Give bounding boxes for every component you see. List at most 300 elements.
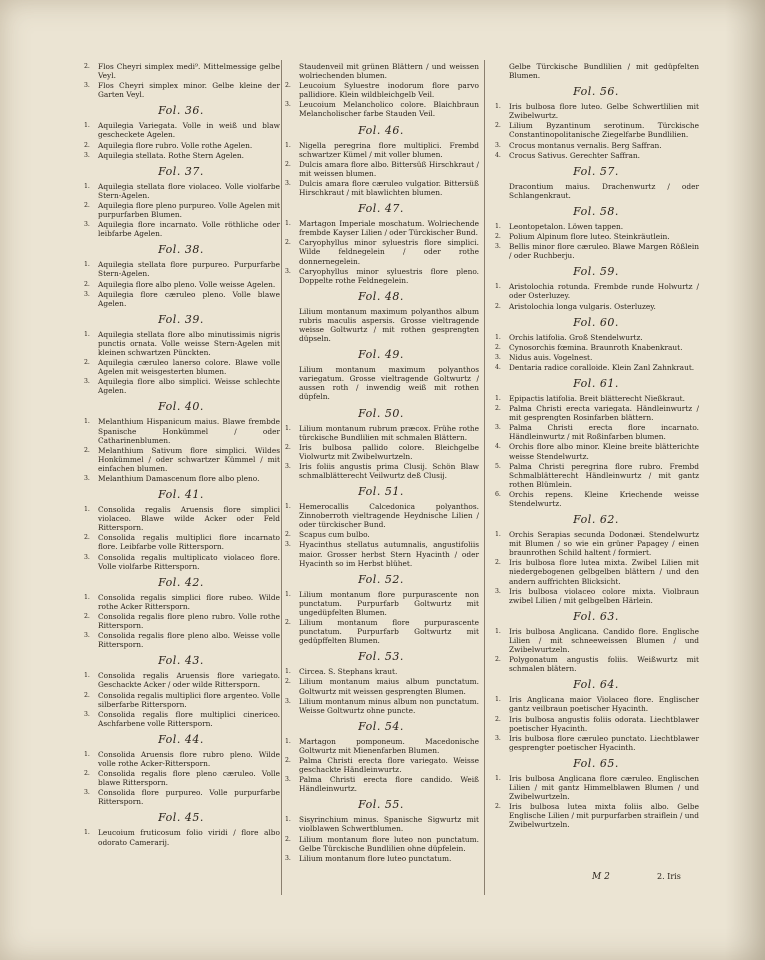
entry-text: Crocus Sativus. Gerechter Saffran. bbox=[509, 150, 640, 160]
entry-number: 1. bbox=[285, 424, 291, 432]
entry-number: 1. bbox=[495, 283, 501, 291]
entry-text: Consolida regalis flore pleno cæruleo. Volle blawe Rittersporn. bbox=[98, 769, 280, 788]
plant-entry bbox=[82, 474, 280, 483]
entry-number: 2. bbox=[84, 280, 90, 288]
plant-entry bbox=[283, 530, 479, 539]
plant-entry bbox=[82, 593, 280, 611]
plant-entry bbox=[493, 734, 699, 752]
plant-entry bbox=[82, 691, 280, 709]
entry-number: 2. bbox=[285, 619, 291, 627]
column-left bbox=[82, 62, 280, 848]
plant-entry bbox=[493, 222, 699, 231]
entry-number: 1. bbox=[495, 531, 501, 539]
entry-number: 2. bbox=[285, 239, 291, 247]
plant-entry bbox=[283, 443, 479, 461]
plant-entry bbox=[493, 490, 699, 508]
entry-number: 1. bbox=[495, 696, 501, 704]
entry-text: Polium Alpinum flore luteo. Steinkräutlein. bbox=[509, 232, 670, 242]
entry-text: Nidus auis. Vogelnest. bbox=[509, 352, 593, 362]
entry-number: 1. bbox=[495, 627, 501, 635]
entry-number: 3. bbox=[285, 697, 291, 705]
entry-number: 3. bbox=[84, 632, 90, 640]
entry-text: Palma Christi peregrina flore rubro. Frembd Schmalblätterecht Händleinwurtz / mit gantz rothen Blümlein. bbox=[509, 461, 699, 489]
plant-entry bbox=[493, 695, 699, 713]
plant-entry bbox=[493, 302, 699, 311]
entry-text: Consolida regalis Aruensis flore simplici violaceo. Blawe wilde Acker oder Feld Rittersporn. bbox=[98, 505, 280, 533]
entry-number: 2. bbox=[495, 302, 501, 310]
entry-text: Leontopetalon. Löwen tappen. bbox=[509, 221, 624, 231]
plant-entry bbox=[283, 62, 479, 80]
entry-text: Consolida regalis Aruensis flore variegato. Geschackte Acker / oder wilde Rittersporn. bbox=[98, 671, 280, 690]
plant-entry bbox=[82, 446, 280, 473]
entry-text: Melanthium Sativum flore simplici. Wildes Honkümmel / oder schwartzer Kümmel / mit einfachen blumen. bbox=[98, 445, 280, 473]
plant-entry bbox=[82, 505, 280, 532]
entry-number: 3. bbox=[495, 734, 501, 742]
plant-entry bbox=[283, 160, 479, 178]
entry-text: Leucoium fruticosum folio viridi / flore albo odorato Camerarij. bbox=[98, 828, 280, 847]
plant-entry bbox=[283, 815, 479, 833]
plant-entry bbox=[82, 121, 280, 139]
plant-entry bbox=[493, 353, 699, 362]
entry-text: Caryophyllus minor syluestris flore pleno. Doppelte rothe Feldnegelein. bbox=[299, 266, 479, 285]
entry-number: 2. bbox=[84, 691, 90, 699]
folio-heading: Fol. 62. bbox=[573, 513, 619, 527]
entry-text: Sisyrinchium minus. Spanische Sigwurtz mit violblawen Schwertblumen. bbox=[299, 815, 479, 834]
entry-text: Hemerocallis Calcedonica polyanthos. Zinnoberroth vieltragende Heydnische Lilien / oder türckischer Bund. bbox=[299, 502, 479, 530]
entry-text: Iris bulbosa flore luteo. Gelbe Schwertlilien mit Zwibelwurtz. bbox=[509, 102, 699, 121]
entry-number: 1. bbox=[84, 672, 90, 680]
entry-number: 2. bbox=[495, 559, 501, 567]
plant-entry bbox=[493, 363, 699, 372]
entry-text: Consolida regalis flore pleno rubro. Volle rothe Rittersporn. bbox=[98, 611, 280, 631]
entry-text: Lilium montanum maius album punctatum. Goltwurtz mit weissen gesprengten Blumen. bbox=[299, 677, 479, 696]
entry-text: Aquilegia stellata. Rothe Stern Agelen. bbox=[98, 150, 244, 160]
entry-text: Aquilegia flore pleno purpureo. Volle Agelen mit purpurfarben Blumen. bbox=[98, 200, 280, 220]
entry-text: Lilium montanum maximum polyanthos variegatum. Grosse vieltragende Goltwurtz / aussen roth / inwendig weiß mit rothen düpfeln. bbox=[299, 365, 479, 402]
entry-number: 2. bbox=[84, 359, 90, 367]
plant-entry bbox=[82, 417, 280, 444]
entry-number: 1. bbox=[84, 330, 90, 338]
plant-entry bbox=[82, 201, 280, 219]
entry-text: Aristolochia rotunda. Frembde runde Holwurtz / oder Osterluzey. bbox=[509, 282, 699, 301]
entry-number: 2. bbox=[495, 715, 501, 723]
entry-number: 1. bbox=[84, 750, 90, 758]
entry-text: Bellis minor flore cæruleo. Blawe Margen Rößlein / oder Ruchberju. bbox=[509, 242, 699, 261]
entry-number: 3. bbox=[285, 179, 291, 187]
folio-heading: Fol. 58. bbox=[573, 204, 619, 218]
entry-text: Iris bulbosa flore lutea mixta. Zwibel Lilien mit niedergebogenen gelbgelben blättern / und den andern auffrichten Blicksicht. bbox=[509, 558, 699, 586]
folio-heading: Fol. 46. bbox=[358, 123, 404, 137]
plant-entry bbox=[82, 553, 280, 571]
entry-text: Orchis latifolia. Groß Stendelwurtz. bbox=[509, 332, 643, 342]
entry-text: Orchis repens. Kleine Kriechende weisse Stendelwurtz. bbox=[509, 489, 699, 508]
entry-text: Aquilegia flore incarnato. Volle röthliche oder leibfarbe Agelen. bbox=[98, 220, 280, 239]
plant-entry bbox=[493, 715, 699, 733]
entry-number: 3. bbox=[495, 353, 501, 361]
plant-entry bbox=[82, 260, 280, 278]
plant-entry bbox=[493, 232, 699, 241]
entry-number: 2. bbox=[84, 612, 90, 620]
plant-entry bbox=[283, 737, 479, 755]
entry-number: 1. bbox=[285, 141, 291, 149]
entry-text: Aristolochia longa vulgaris. Osterluzey. bbox=[509, 301, 656, 311]
column-rule-1 bbox=[281, 60, 282, 895]
plant-entry bbox=[493, 121, 699, 139]
entry-number: 2. bbox=[84, 446, 90, 454]
plant-entry bbox=[493, 404, 699, 422]
entry-number: 2. bbox=[285, 756, 291, 764]
entry-number: 3. bbox=[495, 243, 501, 251]
entry-text: Flos Cheyri simplex minor. Gelbe kleine der Garten Veyl. bbox=[98, 81, 280, 100]
plant-entry bbox=[283, 179, 479, 197]
entry-number: 1. bbox=[84, 261, 90, 269]
entry-number: 3. bbox=[285, 776, 291, 784]
entry-text: Iris bulbosa Anglicana. Candido flore. Englische Lilien / mit schneeweissen Blumen / und Zwibelwurtzeln. bbox=[509, 626, 699, 655]
plant-entry bbox=[493, 774, 699, 801]
entry-text: Iris bulbosa angustis foliis odorata. Liechtblawer poetischer Hyacinth. bbox=[509, 714, 699, 733]
entry-number: 4. bbox=[495, 151, 501, 159]
entry-text: Aquilegia flore rubro. Volle rothe Agelen. bbox=[98, 140, 253, 150]
entry-text: Consolida regalis simplici flore rubeo. Wilde rothe Acker Rittersporn. bbox=[98, 592, 280, 611]
entry-text: Lilium montanum maximum polyanthos album rubris maculis aspersis. Grosse vieltragende weisse Goltwurtz / mit rothen gesprengten düpseln. bbox=[299, 306, 479, 344]
entry-text: Lilium montanum flore luteo punctatum. bbox=[299, 853, 452, 863]
entry-number: 3. bbox=[84, 221, 90, 229]
entry-text: Epipactis latifolia. Breit blätterecht Nießkraut. bbox=[509, 393, 685, 403]
entry-text: Iris Anglicana maior Violaceo flore. Englischer gantz veilbraun poetischer Hyacinth. bbox=[509, 695, 699, 714]
entry-text: Iris bulbosa lutea mixta foliis albo. Gelbe Englische Lilien / mit purpurfarben straiflein / und Zwibelwurtzeln. bbox=[509, 802, 699, 830]
entry-text: Iris bulbosa Anglicana flore cæruleo. Englischen Lilien / mit gantz Himmelblawen Blumen / und Zwibelwurtzeln. bbox=[509, 773, 699, 802]
entry-text: Dentaria radice coralloide. Klein Zanl Zahnkraut. bbox=[509, 362, 695, 372]
plant-entry bbox=[493, 242, 699, 260]
entry-text: Iris bulbosa pallido colore. Bleichgelbe Violwurtz mit Zwibelwurtzeln. bbox=[299, 442, 479, 461]
entry-number: 3. bbox=[495, 141, 501, 149]
plant-entry bbox=[82, 533, 280, 551]
plant-entry bbox=[82, 358, 280, 376]
entry-text: Lilium montanum minus album non punctatum. Weisse Goltwurtz ohne puncte. bbox=[299, 696, 479, 715]
plant-entry bbox=[283, 835, 479, 853]
plant-entry bbox=[82, 220, 280, 238]
entry-text: Scapus cum bulbo. bbox=[299, 530, 370, 540]
plant-entry bbox=[283, 424, 479, 442]
entry-number: 2. bbox=[495, 233, 501, 241]
entry-text: Aquilegia stellata flore violaceo. Volle violfarbe Stern-Agelen. bbox=[98, 181, 280, 200]
entry-text: Melanthium Hispanicum maius. Blawe frembde Spanische Honkümmel / oder Catharinenblumen. bbox=[98, 417, 280, 445]
plant-entry bbox=[493, 558, 699, 585]
folio-heading: Fol. 64. bbox=[573, 678, 619, 692]
plant-entry bbox=[82, 828, 280, 846]
folio-heading: Fol. 65. bbox=[573, 756, 619, 770]
entry-text: Flos Cheyri simplex medi⁹. Mittelmessige gelbe Veyl. bbox=[98, 62, 280, 81]
entry-number: 4. bbox=[495, 363, 501, 371]
folio-heading: Fol. 43. bbox=[158, 654, 204, 668]
plant-entry bbox=[493, 394, 699, 403]
column-right bbox=[493, 62, 699, 830]
folio-heading: Fol. 60. bbox=[573, 315, 619, 329]
entry-number: 2. bbox=[285, 160, 291, 168]
entry-number: 1. bbox=[495, 333, 501, 341]
folio-heading: Fol. 47. bbox=[358, 202, 404, 216]
plant-entry bbox=[493, 102, 699, 120]
entry-text: Martagon Imperiale moschatum. Wolriechende frembde Kayser Lilien / oder Türckischer Bund. bbox=[299, 219, 479, 238]
plant-entry bbox=[493, 802, 699, 829]
entry-number: 2. bbox=[495, 656, 501, 664]
entry-number: 1. bbox=[285, 503, 291, 511]
entry-number: 2. bbox=[495, 405, 501, 413]
entry-text: Lilium montanum flore purpurascente punctatum. Purpurfarb Goltwurtz mit gedüpffelten Blumen. bbox=[299, 618, 479, 646]
entry-number: 2. bbox=[84, 141, 90, 149]
entry-number: 2. bbox=[84, 201, 90, 209]
entry-text: Palma Christi erecta flore incarnato. Händleinwurtz / mit Roßinfarben blumen. bbox=[509, 423, 699, 442]
plant-entry bbox=[493, 462, 699, 489]
plant-entry bbox=[493, 151, 699, 160]
entry-text: Aquilegia flore cæruleo pleno. Volle blawe Agelen. bbox=[98, 289, 280, 308]
entry-number: 3. bbox=[84, 82, 90, 90]
plant-entry bbox=[283, 365, 479, 401]
plant-entry bbox=[493, 587, 699, 605]
folio-heading: Fol. 36. bbox=[158, 104, 204, 118]
entry-number: 3. bbox=[84, 378, 90, 386]
entry-text: Hyacinthus stellatus autumnalis, angustifoliis maior. Grosser herbst Stern Hyacinth / oder Hyacinth so im Herbst blühet. bbox=[299, 540, 479, 568]
plant-entry bbox=[82, 151, 280, 160]
column-rule-2 bbox=[484, 60, 485, 895]
folio-heading: Fol. 59. bbox=[573, 265, 619, 279]
folio-heading: Fol. 55. bbox=[358, 798, 404, 812]
entry-number: 2. bbox=[84, 63, 90, 70]
entry-text: Aquilegia flore albo pleno. Volle weisse Agelen. bbox=[98, 279, 276, 289]
plant-entry bbox=[82, 612, 280, 630]
plant-entry bbox=[283, 775, 479, 793]
folio-heading: Fol. 63. bbox=[573, 609, 619, 623]
plant-entry bbox=[82, 671, 280, 689]
entry-number: 2. bbox=[84, 770, 90, 778]
plant-entry bbox=[283, 618, 479, 645]
entry-number: 1. bbox=[84, 418, 90, 426]
plant-entry bbox=[493, 655, 699, 673]
folio-heading: Fol. 39. bbox=[158, 312, 204, 326]
page-edge-shading bbox=[725, 0, 765, 960]
folio-heading: Fol. 54. bbox=[358, 719, 404, 733]
entry-number: 3. bbox=[84, 290, 90, 298]
entry-text: Consolida regalis flore pleno albo. Weisse volle Rittersporn. bbox=[98, 631, 280, 650]
entry-number: 3. bbox=[84, 553, 90, 561]
entry-number: 3. bbox=[84, 475, 90, 482]
entry-number: 6. bbox=[495, 490, 501, 498]
entry-text: Lilium montanum flore luteo non punctatum. Gelbe Türckische Bundlilien ohne düpfelein. bbox=[299, 834, 479, 853]
plant-entry bbox=[82, 631, 280, 649]
folio-heading: Fol. 56. bbox=[573, 85, 619, 99]
folio-heading: Fol. 61. bbox=[573, 376, 619, 390]
entry-text: Consolida regalis multiplicato violaceo flore. Volle violfarbe Rittersporn. bbox=[98, 552, 280, 571]
entry-number: 5. bbox=[495, 462, 501, 470]
column-middle bbox=[283, 62, 479, 864]
entry-number: 2. bbox=[285, 82, 291, 90]
plant-entry bbox=[82, 750, 280, 768]
plant-entry bbox=[283, 307, 479, 343]
folio-heading: Fol. 50. bbox=[358, 406, 404, 420]
plant-entry bbox=[493, 343, 699, 352]
entry-text: Cynosorchis fœmina. Braunroth Knabenkraut. bbox=[509, 342, 683, 352]
entry-text: Iris bulbosa violaceo colore mixta. Violbraun zwibel Lilien / mit gelbgelben Härlein. bbox=[509, 586, 699, 605]
plant-entry bbox=[283, 267, 479, 285]
entry-text: Palma Christi erecta variegata. Händleinwurtz / mit gesprengten Rosinfarben blättern. bbox=[509, 404, 699, 423]
entry-number: 1. bbox=[84, 182, 90, 190]
entry-number: 3. bbox=[495, 424, 501, 432]
plant-entry bbox=[283, 540, 479, 567]
entry-text: Staudenveil mit grünen Blättern / und weissen wolriechenden blumen. bbox=[299, 62, 479, 81]
plant-entry bbox=[493, 141, 699, 150]
entry-number: 1. bbox=[84, 506, 90, 514]
entry-text: Circea. S. Stephans kraut. bbox=[299, 667, 398, 677]
entry-number: 3. bbox=[285, 267, 291, 275]
entry-number: 1. bbox=[495, 222, 501, 230]
plant-entry bbox=[493, 282, 699, 300]
entry-text: Lilium montanum rubrum præcox. Frühe rothe türckische Bundlilien mit schmalen Blättern. bbox=[299, 423, 479, 442]
entry-number: 2. bbox=[285, 443, 291, 451]
folio-heading: Fol. 53. bbox=[358, 650, 404, 664]
folio-heading: Fol. 40. bbox=[158, 400, 204, 414]
entry-number: 4. bbox=[495, 443, 501, 451]
entry-number: 1. bbox=[495, 774, 501, 782]
folio-heading: Fol. 51. bbox=[358, 485, 404, 499]
entry-number: 1. bbox=[84, 829, 90, 837]
entry-text: Aquilegia stellata flore albo minutissimis nigris punctis ornata. Volle weisse Stern-Agelen mit kleinen schwartzen Pünckten. bbox=[98, 329, 280, 357]
folio-heading: Fol. 48. bbox=[358, 289, 404, 303]
plant-entry bbox=[82, 769, 280, 787]
plant-entry bbox=[283, 219, 479, 237]
entry-number: 1. bbox=[285, 737, 291, 745]
entry-text: Consolida regalis multiplici flore incarnato flore. Leibfarbe volle Rittersporn. bbox=[98, 533, 280, 552]
entry-number: 3. bbox=[285, 462, 291, 470]
entry-number: 3. bbox=[84, 710, 90, 718]
entry-number: 1. bbox=[285, 590, 291, 598]
folio-heading: Fol. 57. bbox=[573, 164, 619, 178]
entry-text: Orchis flore albo minor. Kleine breite blätterichte weisse Stendelwurtz. bbox=[509, 442, 699, 461]
entry-number: 1. bbox=[285, 816, 291, 824]
entry-text: Palma Christi erecta flore variegato. Weisse geschackte Händleinwurtz. bbox=[299, 755, 479, 775]
entry-number: 3. bbox=[84, 789, 90, 797]
plant-entry bbox=[82, 182, 280, 200]
plant-entry bbox=[493, 62, 699, 80]
entry-text: Caryophyllus minor syluestris flore simplici. Wilde feldnegelein / oder rothe donnernegelein. bbox=[299, 238, 479, 266]
entry-number: 2. bbox=[285, 678, 291, 686]
plant-entry bbox=[283, 100, 479, 118]
entry-text: Consolida flore purpureo. Volle purpurfarbe Rittersporn. bbox=[98, 788, 280, 807]
entry-number: 2. bbox=[495, 343, 501, 351]
plant-entry bbox=[283, 697, 479, 715]
entry-text: Consolida Aruensis flore rubro pleno. Wilde volle rothe Acker-Rittersporn. bbox=[98, 749, 280, 768]
entry-text: Gelbe Türckische Bundlilien / mit gedüpfelten Blumen. bbox=[509, 62, 699, 81]
entry-text: Palma Christi erecta flore candido. Weiß Händleinwurtz. bbox=[299, 775, 479, 794]
plant-entry bbox=[283, 677, 479, 695]
entry-text: Aquilegia flore albo simplici. Weisse schlechte Agelen. bbox=[98, 377, 280, 396]
catchword: 2. Iris bbox=[657, 872, 681, 881]
folio-heading: Fol. 38. bbox=[158, 243, 204, 257]
plant-entry bbox=[493, 442, 699, 460]
entry-text: Lilium montanum flore purpurascente non punctatum. Purpurfarb Goltwurtz mit ungedüpfelten Blumen. bbox=[299, 589, 479, 617]
entry-text: Dulcis amara flore albo. Bittersüß Hirschkraut / mit weissen blumen. bbox=[299, 159, 479, 178]
plant-entry bbox=[283, 238, 479, 265]
entry-text: Consolida regalis multiplici flore argenteo. Volle silberfarbe Rittersporn. bbox=[98, 690, 280, 709]
entry-text: Dulcis amara flore cæruleo vulgatior. Bittersüß Hirschkraut / mit blawlichten blumen. bbox=[299, 178, 479, 198]
entry-text: Polygonatum angustis foliis. Weißwurtz mit schmalen blätern. bbox=[509, 655, 699, 674]
plant-entry bbox=[493, 627, 699, 654]
entry-text: Aquilegia cæruleo lanerso colore. Blawe volle Agelen mit weisgesterten blumen. bbox=[98, 358, 280, 377]
plant-entry bbox=[82, 290, 280, 308]
plant-entry bbox=[82, 280, 280, 289]
entry-number: 3. bbox=[285, 854, 291, 862]
plant-entry bbox=[283, 141, 479, 159]
folio-heading: Fol. 44. bbox=[158, 732, 204, 746]
plant-entry bbox=[493, 182, 699, 200]
entry-number: 3. bbox=[84, 151, 90, 159]
entry-text: Iris bulbosa flore cæruleo punctato. Liechtblawer gesprengter poetischer Hyacinth. bbox=[509, 733, 699, 752]
entry-text: Consolida regalis flore multiplici cinericeo. Aschfarbene volle Rittersporn. bbox=[98, 709, 280, 728]
entry-number: 1. bbox=[495, 394, 501, 402]
plant-entry bbox=[82, 377, 280, 395]
entry-number: 1. bbox=[84, 593, 90, 601]
plant-entry bbox=[82, 710, 280, 728]
entry-text: Martagon pomponeum. Macedonische Goltwurtz mit Mienenfarben Blumen. bbox=[299, 736, 479, 755]
plant-entry bbox=[493, 423, 699, 441]
entry-number: 1. bbox=[495, 103, 501, 111]
folio-heading: Fol. 42. bbox=[158, 575, 204, 589]
plant-entry bbox=[283, 854, 479, 863]
plant-entry bbox=[283, 502, 479, 529]
folio-heading: Fol. 52. bbox=[358, 572, 404, 586]
plant-entry bbox=[283, 590, 479, 617]
plant-entry bbox=[82, 81, 280, 99]
folio-heading: Fol. 37. bbox=[158, 164, 204, 178]
entry-text: Leucoium Melancholico colore. Blaichbraun Melancholischer farbe Stauden Veil. bbox=[299, 100, 479, 119]
entry-number: 1. bbox=[84, 122, 90, 130]
folio-heading: Fol. 45. bbox=[158, 811, 204, 825]
entry-text: Aquilegia Variegata. Volle in weiß und blaw gescheckete Agelen. bbox=[98, 121, 280, 140]
folio-heading: Fol. 41. bbox=[158, 488, 204, 502]
plant-entry bbox=[283, 462, 479, 480]
entry-number: 3. bbox=[285, 541, 291, 549]
plant-entry bbox=[493, 530, 699, 557]
entry-text: Aquilegia stellata flore purpureo. Purpurfarbe Stern-Agelen. bbox=[98, 260, 280, 279]
folio-heading: Fol. 49. bbox=[358, 348, 404, 362]
entry-number: 2. bbox=[285, 835, 291, 843]
plant-entry bbox=[82, 141, 280, 150]
entry-text: Leucoium Syluestre inodorum flore parvo pallidiore. Klein wildbleichgelb Veil. bbox=[299, 81, 479, 100]
plant-entry bbox=[82, 62, 280, 80]
entry-number: 1. bbox=[285, 220, 291, 228]
entry-text: Dracontium maius. Drachenwurtz / oder Schlangenkraut. bbox=[509, 181, 699, 200]
entry-text: Nigella peregrina flore multiplici. Frembd schwartzer Kümel / mit voller blumen. bbox=[299, 140, 479, 159]
plant-entry bbox=[82, 330, 280, 357]
entry-text: Lilium Byzantinum serotinum. Türckische Constantinopolitanische Ziegelfarbe Bundlilien. bbox=[509, 121, 699, 140]
entry-number: 2. bbox=[84, 534, 90, 542]
entry-text: Crocus montanus vernalis. Berg Saffran. bbox=[509, 140, 662, 150]
entry-text: Iris foliis angustis prima Clusij. Schön Blaw schmalblätterecht Veilwurtz deß Clusij. bbox=[299, 461, 479, 480]
plant-entry bbox=[283, 81, 479, 99]
entry-number: 1. bbox=[285, 668, 291, 676]
entry-number: 2. bbox=[495, 803, 501, 811]
entry-number: 3. bbox=[285, 101, 291, 109]
entry-number: 2. bbox=[285, 531, 291, 539]
plant-entry bbox=[283, 667, 479, 676]
entry-text: Melanthium Damascenum flore albo pleno. bbox=[98, 474, 260, 483]
entry-text: Orchis Serapias secunda Dodonæi. Stendelwurtz mit Blumen / so wie ein grüner Papagey / einen braunrothen Schild haltent / formiert. bbox=[509, 530, 699, 558]
plant-entry bbox=[283, 756, 479, 774]
plant-entry bbox=[493, 333, 699, 342]
entry-number: 2. bbox=[495, 122, 501, 130]
plant-entry bbox=[82, 788, 280, 806]
signature-mark: M 2 bbox=[592, 872, 610, 882]
entry-number: 3. bbox=[495, 587, 501, 595]
